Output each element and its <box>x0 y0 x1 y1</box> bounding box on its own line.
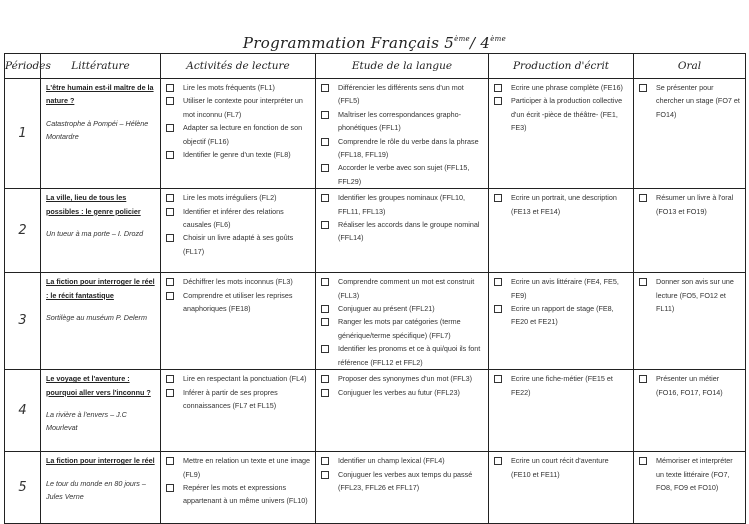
item-text: Se présenter pour chercher un stage (FO7 et FO14) <box>656 83 740 119</box>
item-text: Mettre en relation un texte et une image (FL9) <box>183 456 311 479</box>
checkbox-icon[interactable] <box>166 375 174 383</box>
list-item <box>321 108 485 135</box>
checkbox-icon[interactable] <box>321 164 329 172</box>
item-text: Identifier un champ lexical (FFL4) <box>338 456 445 466</box>
period-number: 1 <box>5 79 41 189</box>
list-item <box>639 81 742 121</box>
list-item <box>321 275 485 302</box>
checkbox-icon[interactable] <box>321 221 329 229</box>
table-row <box>5 79 746 189</box>
literature-book: Un tueur à ma porte – I. Drozd <box>46 229 144 239</box>
item-text: Résumer un livre à l'oral (FO13 et FO19) <box>656 193 734 216</box>
checkbox-icon[interactable] <box>166 84 174 92</box>
list-item <box>321 302 485 315</box>
ecrit-cell <box>489 79 634 189</box>
checkbox-icon[interactable] <box>494 194 502 202</box>
checkbox-icon[interactable] <box>639 457 647 465</box>
oral-cell <box>634 370 746 452</box>
oral-list <box>634 189 745 218</box>
checkbox-icon[interactable] <box>321 471 329 479</box>
list-item <box>494 275 630 302</box>
oral-list <box>634 370 745 399</box>
item-text: Ecrire une phrase complète (FE16) <box>511 83 623 92</box>
checkbox-icon[interactable] <box>166 389 174 397</box>
list-item <box>494 302 630 329</box>
item-text: Maîtriser les correspondances grapho-phonétiques (FFL1) <box>338 109 462 133</box>
item-text: Différencier les différents sens d'un mot (FFL5) <box>338 83 464 106</box>
ecrit-cell <box>489 189 634 273</box>
item-text: Ranger les mots par catégories (terme générique/terme spécifique) (FFL7) <box>338 317 461 340</box>
langue-list <box>316 452 488 494</box>
item-text: Choisir un livre adapté à ses goûts (FL17) <box>183 233 294 256</box>
literature-theme: L'être humain est-il maître de la nature ? <box>46 83 154 106</box>
list-item <box>166 454 312 481</box>
oral-list <box>634 452 745 494</box>
item-text: Identifier et inférer des relations causales (FL6) <box>183 206 284 230</box>
checkbox-icon[interactable] <box>166 151 174 159</box>
checkbox-icon[interactable] <box>639 194 647 202</box>
langue-list <box>316 370 488 399</box>
item-text: Lire les mots fréquents (FL1) <box>183 83 275 92</box>
checkbox-icon[interactable] <box>321 305 329 313</box>
checkbox-icon[interactable] <box>494 305 502 313</box>
period-number: 3 <box>5 273 41 370</box>
list-item <box>639 191 742 218</box>
item-text: Réaliser les accords dans le groupe nominal (FFL14) <box>338 220 480 243</box>
title-separator: / 4 <box>469 34 491 52</box>
checkbox-icon[interactable] <box>494 278 502 286</box>
oral-list <box>634 79 745 121</box>
literature-cell <box>41 79 161 189</box>
list-item <box>321 218 485 245</box>
item-text: Lire les mots irréguliers (FL2) <box>183 193 277 203</box>
item-text: Lire en respectant la ponctuation (FL4) <box>183 374 307 384</box>
checkbox-icon[interactable] <box>321 111 329 119</box>
item-text: Accorder le verbe avec son sujet (FFL15, FFL29) <box>338 163 470 186</box>
item-text: Conjuguer les verbes aux temps du passé (FFL23, FFL26 et FFL17) <box>338 469 473 492</box>
literature-theme: La fiction pour interroger le réel <box>46 456 155 466</box>
lecture-list <box>161 370 315 412</box>
item-text: Adapter sa lecture en fonction de son objectif (FL16) <box>183 123 303 146</box>
item-text: Ecrire un court récit d'aventure (FE10 et FE11) <box>511 456 609 479</box>
list-item <box>494 454 630 481</box>
oral-cell <box>634 79 746 189</box>
period-number: 2 <box>5 189 41 273</box>
checkbox-icon[interactable] <box>166 234 174 242</box>
oral-list <box>634 273 745 315</box>
item-text: Identifier les pronoms et ce à qui/quoi ils font référence (FFL12 et FFL2) <box>338 344 481 367</box>
literature-cell <box>41 452 161 524</box>
lecture-cell <box>161 273 316 370</box>
item-text: Ecrire un avis littéraire (FE4, FE5, FE9) <box>511 277 619 300</box>
langue-cell <box>316 273 489 370</box>
literature-theme: Le voyage et l'aventure : pourquoi aller vers l'inconnu ? <box>46 374 151 397</box>
checkbox-icon[interactable] <box>494 97 502 105</box>
checkbox-icon[interactable] <box>166 208 174 216</box>
ecrit-list <box>489 370 633 399</box>
checkbox-icon[interactable] <box>639 84 647 92</box>
checkbox-icon[interactable] <box>321 457 329 465</box>
checkbox-icon[interactable] <box>166 124 174 132</box>
checkbox-icon[interactable] <box>321 138 329 146</box>
item-text: Ecrire un rapport de stage (FE8, FE20 et FE21) <box>511 304 614 327</box>
item-text: Inférer à partir de ses propres connaissances (FL7 et FL15) <box>183 387 278 410</box>
checkbox-icon[interactable] <box>321 389 329 397</box>
ecrit-cell <box>489 452 634 524</box>
list-item <box>321 135 485 162</box>
lecture-list <box>161 189 315 258</box>
list-item <box>166 94 312 121</box>
item-text: Présenter un métier (FO16, FO17, FO14) <box>656 374 723 397</box>
list-item <box>494 81 630 94</box>
header-etude-langue: Etude de la langue <box>316 54 489 79</box>
title-sup: ème <box>454 35 470 43</box>
literature-book: Sortilège au muséum P. Delerm <box>46 313 147 323</box>
checkbox-icon[interactable] <box>166 278 174 286</box>
header-production-ecrit: Production d'écrit <box>489 54 634 79</box>
header-oral: Oral <box>634 54 746 79</box>
ecrit-cell <box>489 273 634 370</box>
table-row <box>5 452 746 524</box>
list-item <box>166 481 312 508</box>
header-row <box>5 54 746 79</box>
item-text: Proposer des synonymes d'un mot (FFL3) <box>338 374 472 384</box>
list-item <box>321 191 485 218</box>
item-text: Identifier le genre d'un texte (FL8) <box>183 150 291 160</box>
list-item <box>166 275 312 288</box>
checkbox-icon[interactable] <box>166 457 174 465</box>
list-item <box>639 275 742 315</box>
checkbox-icon[interactable] <box>321 345 329 353</box>
checkbox-icon[interactable] <box>494 457 502 465</box>
period-number: 4 <box>5 370 41 452</box>
langue-list <box>316 189 488 245</box>
ecrit-cell <box>489 370 634 452</box>
list-item <box>494 191 630 218</box>
literature-theme: La fiction pour interroger le réel : le récit fantastique <box>46 277 155 300</box>
langue-list <box>316 273 488 369</box>
list-item <box>166 81 312 94</box>
lecture-list <box>161 452 315 508</box>
list-item <box>166 231 312 258</box>
item-text: Conjuguer les verbes au futur (FFL23) <box>338 387 460 397</box>
list-item <box>494 372 630 399</box>
item-text: Comprendre le rôle du verbe dans la phrase (FFL18, FFL19) <box>338 136 479 160</box>
checkbox-icon[interactable] <box>494 84 502 92</box>
title-text: Programmation Français 5 <box>242 34 455 52</box>
lecture-cell <box>161 370 316 452</box>
list-item <box>321 81 485 108</box>
checkbox-icon[interactable] <box>321 278 329 286</box>
header-activites-lecture: Activités de lecture <box>161 54 316 79</box>
checkbox-icon[interactable] <box>166 292 174 300</box>
header-periodes: Périodes <box>5 54 41 79</box>
langue-cell <box>316 452 489 524</box>
list-item <box>166 148 312 161</box>
list-item <box>166 289 312 316</box>
list-item <box>639 372 742 399</box>
literature-book: La rivière à l'envers – J.C Mourlevat <box>46 409 127 433</box>
list-item <box>321 468 485 495</box>
period-number: 5 <box>5 452 41 524</box>
lecture-cell <box>161 79 316 189</box>
item-text: Ecrire une fiche-métier (FE15 et FE22) <box>511 374 613 397</box>
literature-theme: La ville, lieu de tous les possibles : le genre policier <box>46 193 141 216</box>
item-text: Comprendre comment un mot est construit (FLL3) <box>338 277 475 300</box>
checkbox-icon[interactable] <box>321 84 329 92</box>
ecrit-list <box>489 79 633 135</box>
lecture-cell <box>161 452 316 524</box>
document-title <box>0 34 749 52</box>
oral-cell <box>634 189 746 273</box>
checkbox-icon[interactable] <box>321 194 329 202</box>
list-item <box>166 121 312 148</box>
item-text: Conjuguer au présent (FFL21) <box>338 304 435 314</box>
checkbox-icon[interactable] <box>166 484 174 492</box>
lecture-list <box>161 79 315 161</box>
langue-list <box>316 79 488 188</box>
header-litterature: Littérature <box>41 54 161 79</box>
table-row <box>5 189 746 273</box>
lecture-list <box>161 273 315 315</box>
list-item <box>166 386 312 413</box>
list-item <box>321 386 485 399</box>
ecrit-list <box>489 189 633 218</box>
oral-cell <box>634 452 746 524</box>
item-text: Identifier les groupes nominaux (FFL10, FFL11, FFL13) <box>338 193 466 216</box>
list-item <box>321 454 485 467</box>
checkbox-icon[interactable] <box>321 318 329 326</box>
programmation-table <box>4 53 746 524</box>
item-text: Donner son avis sur une lecture (FO5, FO12 et FL11) <box>656 277 734 314</box>
ecrit-list <box>489 452 633 481</box>
table-row <box>5 273 746 370</box>
checkbox-icon[interactable] <box>639 278 647 286</box>
list-item <box>166 205 312 232</box>
langue-cell <box>316 370 489 452</box>
list-item <box>166 372 312 385</box>
literature-book: Catastrophe à Pompéi – Hélène Montardre <box>46 118 149 142</box>
item-text: Ecrire un portrait, une description (FE13 et FE14) <box>511 193 617 216</box>
checkbox-icon[interactable] <box>166 97 174 105</box>
checkbox-icon[interactable] <box>166 194 174 202</box>
langue-cell <box>316 189 489 273</box>
item-text: Participer à la production collective d'un écrit -pièce de théâtre- (FE1, FE3) <box>511 96 623 133</box>
list-item <box>321 315 485 342</box>
lecture-cell <box>161 189 316 273</box>
list-item <box>494 94 630 134</box>
checkbox-icon[interactable] <box>639 375 647 383</box>
ecrit-list <box>489 273 633 329</box>
literature-cell <box>41 189 161 273</box>
item-text: Comprendre et utiliser les reprises anaphoriques (FE18) <box>183 290 293 314</box>
item-text: Déchiffrer les mots inconnus (FL3) <box>183 277 293 287</box>
oral-cell <box>634 273 746 370</box>
list-item <box>321 161 485 188</box>
list-item <box>166 191 312 204</box>
list-item <box>321 372 485 385</box>
literature-book: Le tour du monde en 80 jours – Jules Verne <box>46 478 146 501</box>
item-text: Utiliser le contexte pour interpréter un mot inconnu (FL7) <box>183 96 303 119</box>
table-row <box>5 370 746 452</box>
checkbox-icon[interactable] <box>494 375 502 383</box>
list-item <box>639 454 742 494</box>
langue-cell <box>316 79 489 189</box>
item-text: Repérer les mots et expressions appartenant à un même univers (FL10) <box>183 482 308 506</box>
checkbox-icon[interactable] <box>321 375 329 383</box>
title-sup: ème <box>490 35 507 43</box>
literature-cell <box>41 370 161 452</box>
item-text: Mémoriser et interpréter un texte littéraire (FO7, FO8, FO9 et FO10) <box>656 456 733 492</box>
literature-cell <box>41 273 161 370</box>
list-item <box>321 342 485 369</box>
